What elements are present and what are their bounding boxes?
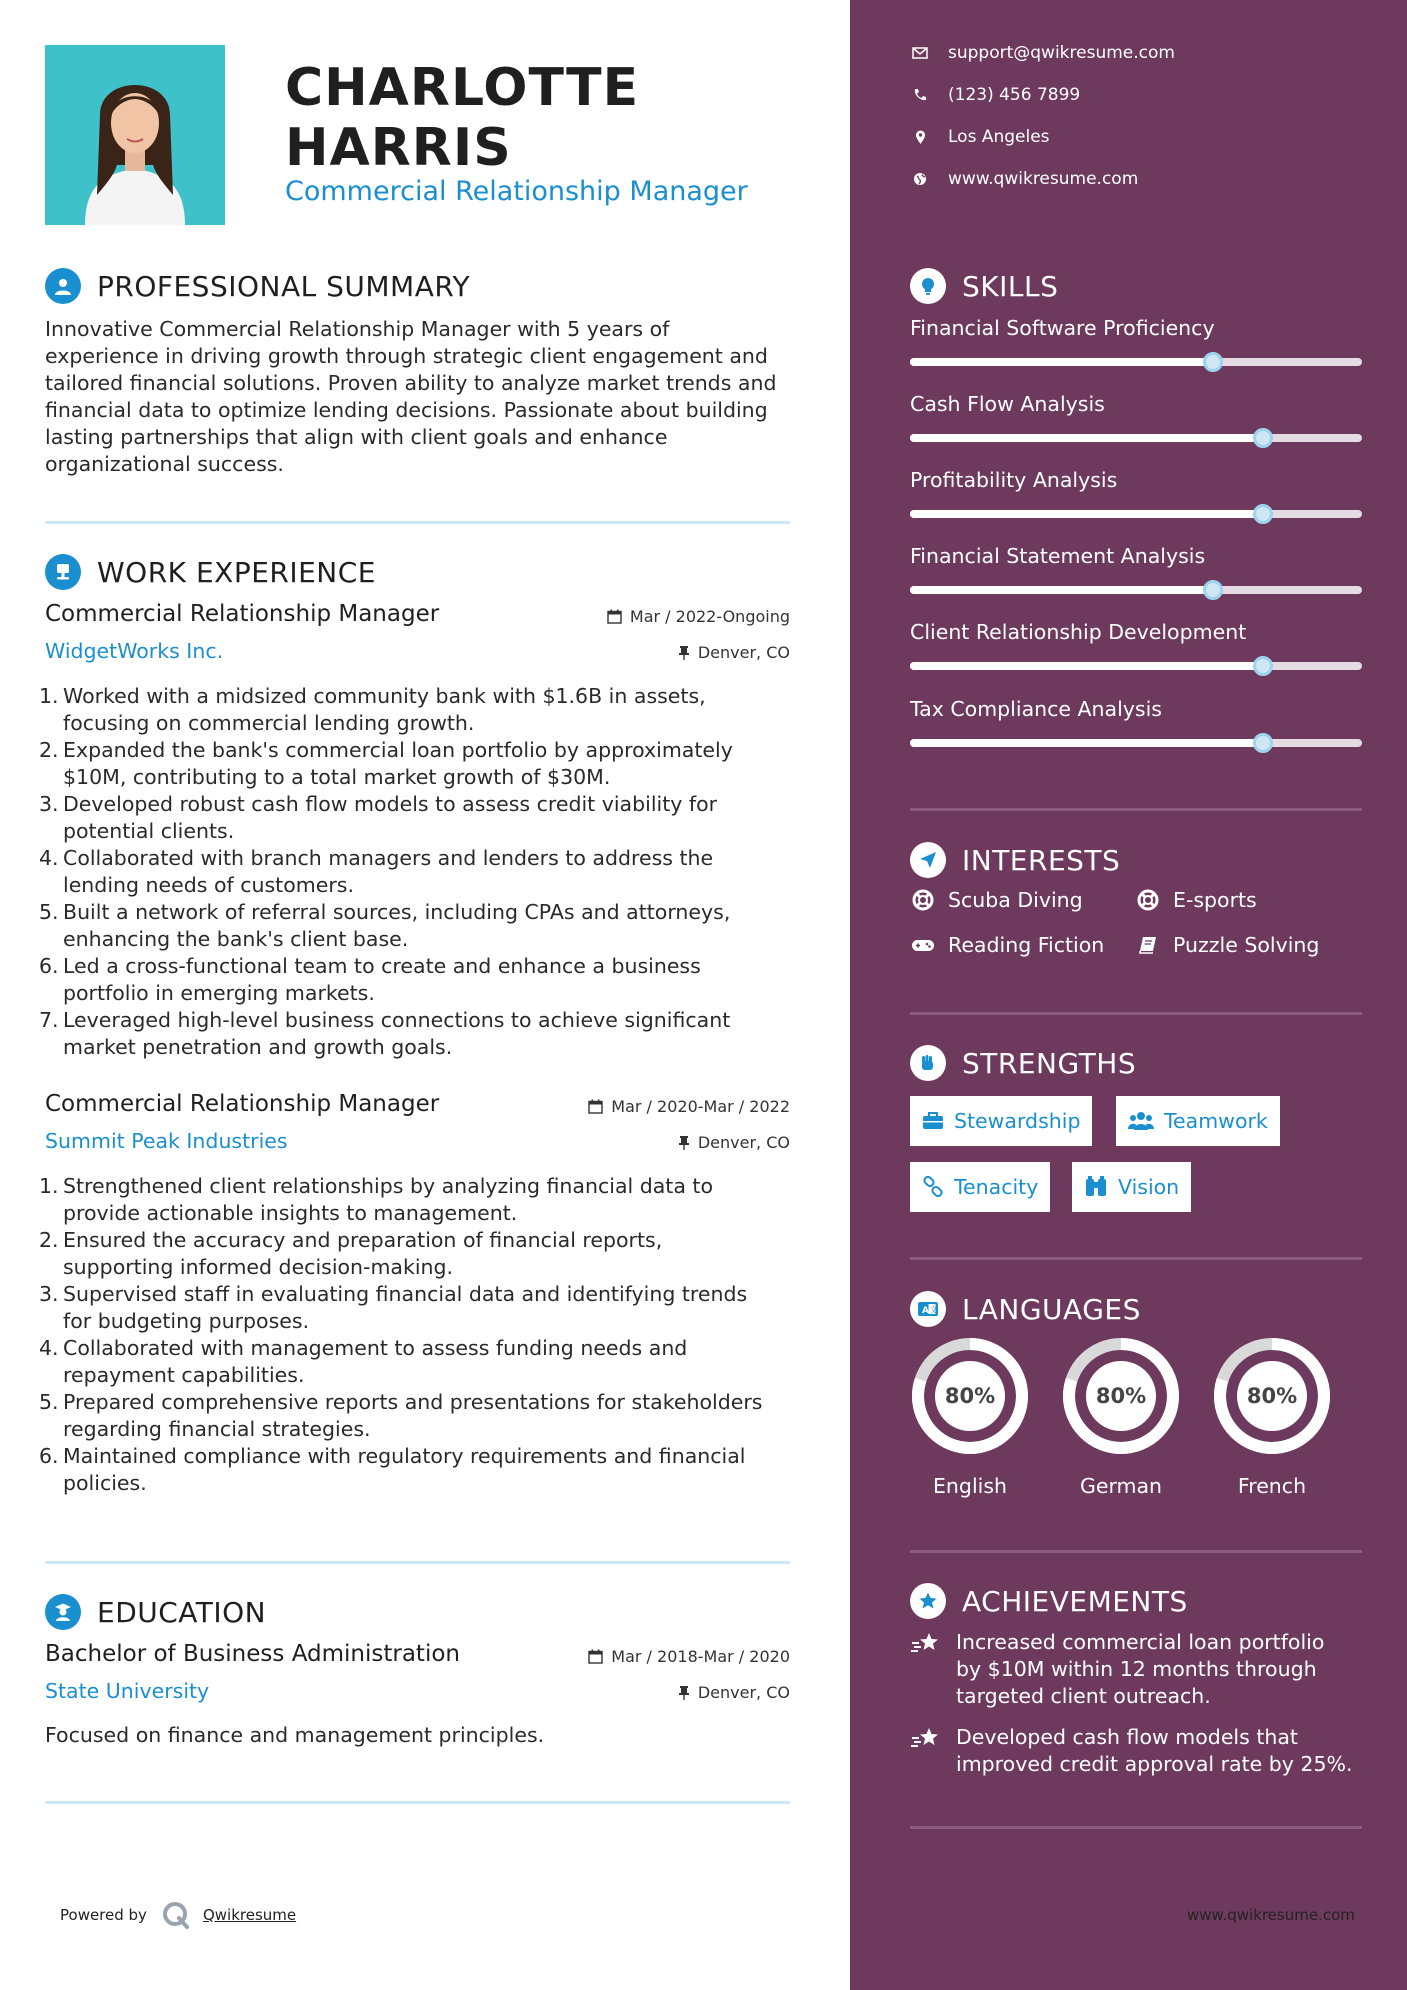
list-item-line: Worked with a midsized community bank with $1.6B in assets, <box>63 684 706 708</box>
globe-icon <box>910 172 930 186</box>
list-item: 4. Collaborated with branch managers and lenders to address the lending needs of customers. <box>39 845 784 899</box>
website-text: www.qwikresume.com <box>948 169 1139 189</box>
list-item: 7. Leveraged high-level business connections to achieve significant market penetration and growth goals. <box>39 1007 784 1061</box>
job-role: Commercial Relationship Manager <box>45 1091 440 1117</box>
skill-bar-fill <box>910 358 1213 366</box>
section-divider <box>910 808 1362 811</box>
list-item-line: Expanded the bank's commercial loan portfolio by approximately <box>63 738 733 762</box>
section-divider <box>45 1561 790 1564</box>
powered-by-label: Powered by <box>60 1906 147 1924</box>
powered-by <box>60 1900 296 1930</box>
list-item-line: policies. <box>63 1471 147 1495</box>
achievement-line: by $10M within 12 months through <box>956 1657 1317 1681</box>
list-item-line: Led a cross-functional team to create and enhance a business <box>63 954 701 978</box>
job-bullets <box>39 1173 784 1497</box>
svg-text:A: A <box>922 1306 929 1316</box>
sidebar <box>850 0 1407 1990</box>
language-name: French <box>1237 1474 1307 1498</box>
contact-location <box>910 127 1050 147</box>
pin-icon <box>678 1135 690 1150</box>
candidate-name <box>285 58 639 178</box>
summary-line: Innovative Commercial Relationship Manager with 5 years of <box>45 317 670 341</box>
education-date <box>588 1647 790 1666</box>
briefcase-icon <box>922 1112 944 1130</box>
section-divider <box>910 1012 1362 1015</box>
achievements-title: ACHIEVEMENTS <box>962 1584 1188 1618</box>
strength-badge <box>910 1162 1050 1212</box>
list-item-line: focusing on commercial lending growth. <box>63 711 475 735</box>
skill-name: Profitability Analysis <box>910 468 1118 492</box>
list-item-line: Supervised staff in evaluating financial data and identifying trends <box>63 1282 748 1306</box>
summary-line: experience in driving growth through strategic client engagement and <box>45 344 768 368</box>
skill-item <box>910 697 1362 721</box>
contact-website <box>910 169 1138 189</box>
link-icon <box>922 1176 944 1198</box>
list-item-line: Built a network of referral sources, including CPAs and attorneys, <box>63 900 731 924</box>
skill-name: Tax Compliance Analysis <box>910 697 1162 721</box>
skill-bar-knob <box>1253 656 1273 676</box>
section-divider <box>910 1826 1362 1829</box>
shooting-star-icon <box>910 1629 944 1710</box>
calendar-icon <box>607 609 622 624</box>
strength-label: Teamwork <box>1164 1109 1268 1133</box>
footer-website: www.qwikresume.com <box>1187 1906 1355 1924</box>
job-company: Summit Peak Industries <box>45 1129 288 1153</box>
pin-icon <box>678 645 690 660</box>
list-item: 1. Strengthened client relationships by analyzing financial data to provide actionable insights to management. <box>39 1173 784 1227</box>
section-divider <box>910 1257 1362 1260</box>
summary-title: PROFESSIONAL SUMMARY <box>97 269 471 303</box>
strengths-heading <box>910 1045 1136 1081</box>
list-item-line: Developed robust cash flow models to assess credit viability for <box>63 792 718 816</box>
achievement-line: targeted client outreach. <box>956 1684 1211 1708</box>
achievement-line: Increased commercial loan portfolio <box>956 1630 1325 1654</box>
list-item-line: $10M, contributing to a total market growth of $30M. <box>63 765 611 789</box>
education-degree: Bachelor of Business Administration <box>45 1641 460 1667</box>
user-icon <box>45 268 81 304</box>
list-item: 3. Supervised staff in evaluating financial data and identifying trends for budgeting purposes. <box>39 1281 784 1335</box>
skill-bar <box>910 739 1362 747</box>
list-item: 5. Prepared comprehensive reports and presentations for stakeholders regarding financial strategies. <box>39 1389 784 1443</box>
job-location <box>678 1133 790 1152</box>
section-divider <box>45 521 790 524</box>
paper-plane-icon <box>910 842 946 878</box>
phone-text: (123) 456 7899 <box>948 85 1081 105</box>
achievements-heading <box>910 1583 1188 1619</box>
language-item <box>1061 1336 1181 1498</box>
skills-title: SKILLS <box>962 269 1059 303</box>
language-item <box>910 1336 1030 1498</box>
skill-name: Financial Statement Analysis <box>910 544 1206 568</box>
interest-label: E-sports <box>1173 888 1257 912</box>
interests-title: INTERESTS <box>962 843 1121 877</box>
education-description: Focused on finance and management principles. <box>45 1723 545 1747</box>
list-item-line: Collaborated with management to assess funding needs and <box>63 1336 688 1360</box>
section-divider <box>45 1801 790 1804</box>
summary-heading <box>45 268 470 304</box>
skill-bar <box>910 510 1362 518</box>
language-name: English <box>932 1474 1008 1498</box>
job-title: Commercial Relationship Manager <box>285 176 748 207</box>
qwikresume-logo-icon <box>161 1900 191 1930</box>
language-ring <box>910 1336 1030 1456</box>
achievement-text <box>956 1724 1353 1778</box>
contact-email <box>910 43 1175 63</box>
list-item: 1. Worked with a midsized community bank with $1.6B in assets, focusing on commercial lending growth. <box>39 683 784 737</box>
list-item: 4. Collaborated with management to assess funding needs and repayment capabilities. <box>39 1335 784 1389</box>
list-item-line: portfolio in emerging markets. <box>63 981 375 1005</box>
skill-name: Financial Software Proficiency <box>910 316 1215 340</box>
skills-heading <box>910 268 1058 304</box>
users-icon <box>1128 1111 1154 1131</box>
star-icon <box>910 1583 946 1619</box>
strength-badge <box>1116 1096 1280 1146</box>
interest-item <box>910 888 1083 912</box>
education-heading <box>45 1594 266 1630</box>
job-date-text: Mar / 2022-Ongoing <box>629 607 790 626</box>
skill-bar <box>910 358 1362 366</box>
job-date <box>607 607 790 626</box>
education-location <box>678 1683 790 1702</box>
work-heading <box>45 554 376 590</box>
interest-label: Reading Fiction <box>948 933 1105 957</box>
language-ring <box>1061 1336 1181 1456</box>
email-text: support@qwikresume.com <box>948 43 1175 63</box>
language-percent: 80% <box>1246 1384 1298 1408</box>
achievement-item <box>910 1629 1370 1710</box>
skill-bar-fill <box>910 510 1263 518</box>
achievement-text <box>956 1629 1324 1710</box>
lightbulb-icon <box>910 268 946 304</box>
summary-line: financial data to optimize lending decisions. Passionate about building <box>45 398 768 422</box>
binoculars-icon <box>1084 1176 1108 1198</box>
desk-chair-icon <box>45 554 81 590</box>
envelope-icon <box>910 47 930 59</box>
summary-line: lasting partnerships that align with client goals and enhance <box>45 425 668 449</box>
list-item: 6. Maintained compliance with regulatory requirements and financial policies. <box>39 1443 784 1497</box>
skill-bar <box>910 662 1362 670</box>
skill-bar-knob <box>1253 733 1273 753</box>
skill-bar-fill <box>910 739 1263 747</box>
profile-photo <box>45 45 225 225</box>
map-marker-icon <box>910 130 930 145</box>
list-item-line: for budgeting purposes. <box>63 1309 310 1333</box>
interests-heading <box>910 842 1120 878</box>
translate-icon <box>910 1291 946 1327</box>
job-bullets <box>39 683 784 1061</box>
skill-bar <box>910 434 1362 442</box>
list-item-line: Strengthened client relationships by analyzing financial data to <box>63 1174 713 1198</box>
strengths-title: STRENGTHS <box>962 1046 1137 1080</box>
skill-item <box>910 544 1362 568</box>
list-item-line: Leveraged high-level business connections to achieve significant <box>63 1008 731 1032</box>
job-date-text: Mar / 2020-Mar / 2022 <box>611 1097 790 1116</box>
list-item-line: Prepared comprehensive reports and presentations for stakeholders <box>63 1390 763 1414</box>
fist-icon <box>910 1045 946 1081</box>
list-item: 5. Built a network of referral sources, including CPAs and attorneys, enhancing the bank's client base. <box>39 899 784 953</box>
list-item-line: supporting informed decision-making. <box>63 1255 454 1279</box>
list-item-line: market penetration and growth goals. <box>63 1035 453 1059</box>
qwikresume-link[interactable]: Qwikresume <box>202 1906 297 1924</box>
list-item-line: potential clients. <box>63 819 235 843</box>
achievement-line: improved credit approval rate by 25%. <box>956 1752 1353 1776</box>
interest-item <box>1135 888 1257 912</box>
strength-badge <box>910 1096 1092 1146</box>
list-item-line: Ensured the accuracy and preparation of financial reports, <box>63 1228 663 1252</box>
contact-phone <box>910 85 1080 105</box>
language-percent: 80% <box>1095 1384 1147 1408</box>
skill-bar-knob <box>1203 580 1223 600</box>
education-school: State University <box>45 1679 210 1703</box>
skill-bar-knob <box>1253 428 1273 448</box>
strength-label: Tenacity <box>954 1175 1039 1199</box>
shooting-star-icon <box>910 1724 944 1778</box>
language-ring <box>1212 1336 1332 1456</box>
book-icon <box>1135 935 1161 955</box>
location-text: Los Angeles <box>948 127 1050 147</box>
education-date-text: Mar / 2018-Mar / 2020 <box>611 1647 790 1666</box>
skill-item <box>910 468 1362 492</box>
list-item: 2. Ensured the accuracy and preparation of financial reports, supporting informed decision-making. <box>39 1227 784 1281</box>
language-percent: 80% <box>944 1384 996 1408</box>
strength-label: Stewardship <box>954 1109 1081 1133</box>
skill-item <box>910 392 1362 416</box>
list-item: 3. Developed robust cash flow models to assess credit viability for potential clients. <box>39 791 784 845</box>
skill-bar-fill <box>910 434 1263 442</box>
job-location-text: Denver, CO <box>697 643 790 662</box>
list-item-line: enhancing the bank's client base. <box>63 927 409 951</box>
name-line-last: HARRIS <box>285 118 512 178</box>
achievement-line: Developed cash flow models that <box>956 1725 1298 1749</box>
skill-name: Client Relationship Development <box>910 620 1247 644</box>
calendar-icon <box>588 1099 603 1114</box>
job-company: WidgetWorks Inc. <box>45 639 224 663</box>
strength-label: Vision <box>1118 1175 1180 1199</box>
pin-icon <box>678 1685 690 1700</box>
section-divider <box>910 1550 1362 1553</box>
list-item-line: Maintained compliance with regulatory requirements and financial <box>63 1444 746 1468</box>
interest-label: Puzzle Solving <box>1173 933 1320 957</box>
list-item: 6. Led a cross-functional team to create and enhance a business portfolio in emerging markets. <box>39 953 784 1007</box>
skill-item <box>910 620 1362 644</box>
language-name: German <box>1079 1474 1163 1498</box>
skill-bar-knob <box>1253 504 1273 524</box>
job-location <box>678 643 790 662</box>
name-line-first: CHARLOTTE <box>285 58 640 118</box>
interest-item <box>1135 933 1319 957</box>
list-item-line: regarding financial strategies. <box>63 1417 371 1441</box>
gamepad-icon <box>910 937 936 953</box>
education-title: EDUCATION <box>97 1595 267 1629</box>
skill-bar-fill <box>910 586 1213 594</box>
skill-bar-fill <box>910 662 1263 670</box>
list-item-line: lending needs of customers. <box>63 873 354 897</box>
summary-line: tailored financial solutions. Proven ability to analyze market trends and <box>45 371 777 395</box>
skill-name: Cash Flow Analysis <box>910 392 1105 416</box>
skill-bar <box>910 586 1362 594</box>
life-ring-icon <box>910 889 936 911</box>
summary-line: organizational success. <box>45 452 284 476</box>
strength-badge <box>1072 1162 1191 1212</box>
achievement-item <box>910 1724 1370 1778</box>
svg-text:文: 文 <box>929 1305 938 1315</box>
interest-item <box>910 933 1104 957</box>
list-item-line: Collaborated with branch managers and lenders to address the <box>63 846 714 870</box>
skill-item <box>910 316 1362 340</box>
summary-text <box>45 316 795 478</box>
list-item: 2. Expanded the bank's commercial loan portfolio by approximately $10M, contributing to a total market growth of $30M. <box>39 737 784 791</box>
interest-label: Scuba Diving <box>948 888 1083 912</box>
skill-bar-knob <box>1203 352 1223 372</box>
job-location-text: Denver, CO <box>697 1133 790 1152</box>
languages-heading <box>910 1291 1141 1327</box>
education-location-text: Denver, CO <box>697 1683 790 1702</box>
job-date <box>588 1097 790 1116</box>
life-ring-icon <box>1135 889 1161 911</box>
language-item <box>1212 1336 1332 1498</box>
list-item-line: provide actionable insights to management. <box>63 1201 518 1225</box>
calendar-icon <box>588 1649 603 1664</box>
phone-icon <box>910 88 930 102</box>
job-role: Commercial Relationship Manager <box>45 601 440 627</box>
graduate-icon <box>45 1594 81 1630</box>
work-title: WORK EXPERIENCE <box>97 555 376 589</box>
languages-title: LANGUAGES <box>962 1292 1141 1326</box>
list-item-line: repayment capabilities. <box>63 1363 305 1387</box>
